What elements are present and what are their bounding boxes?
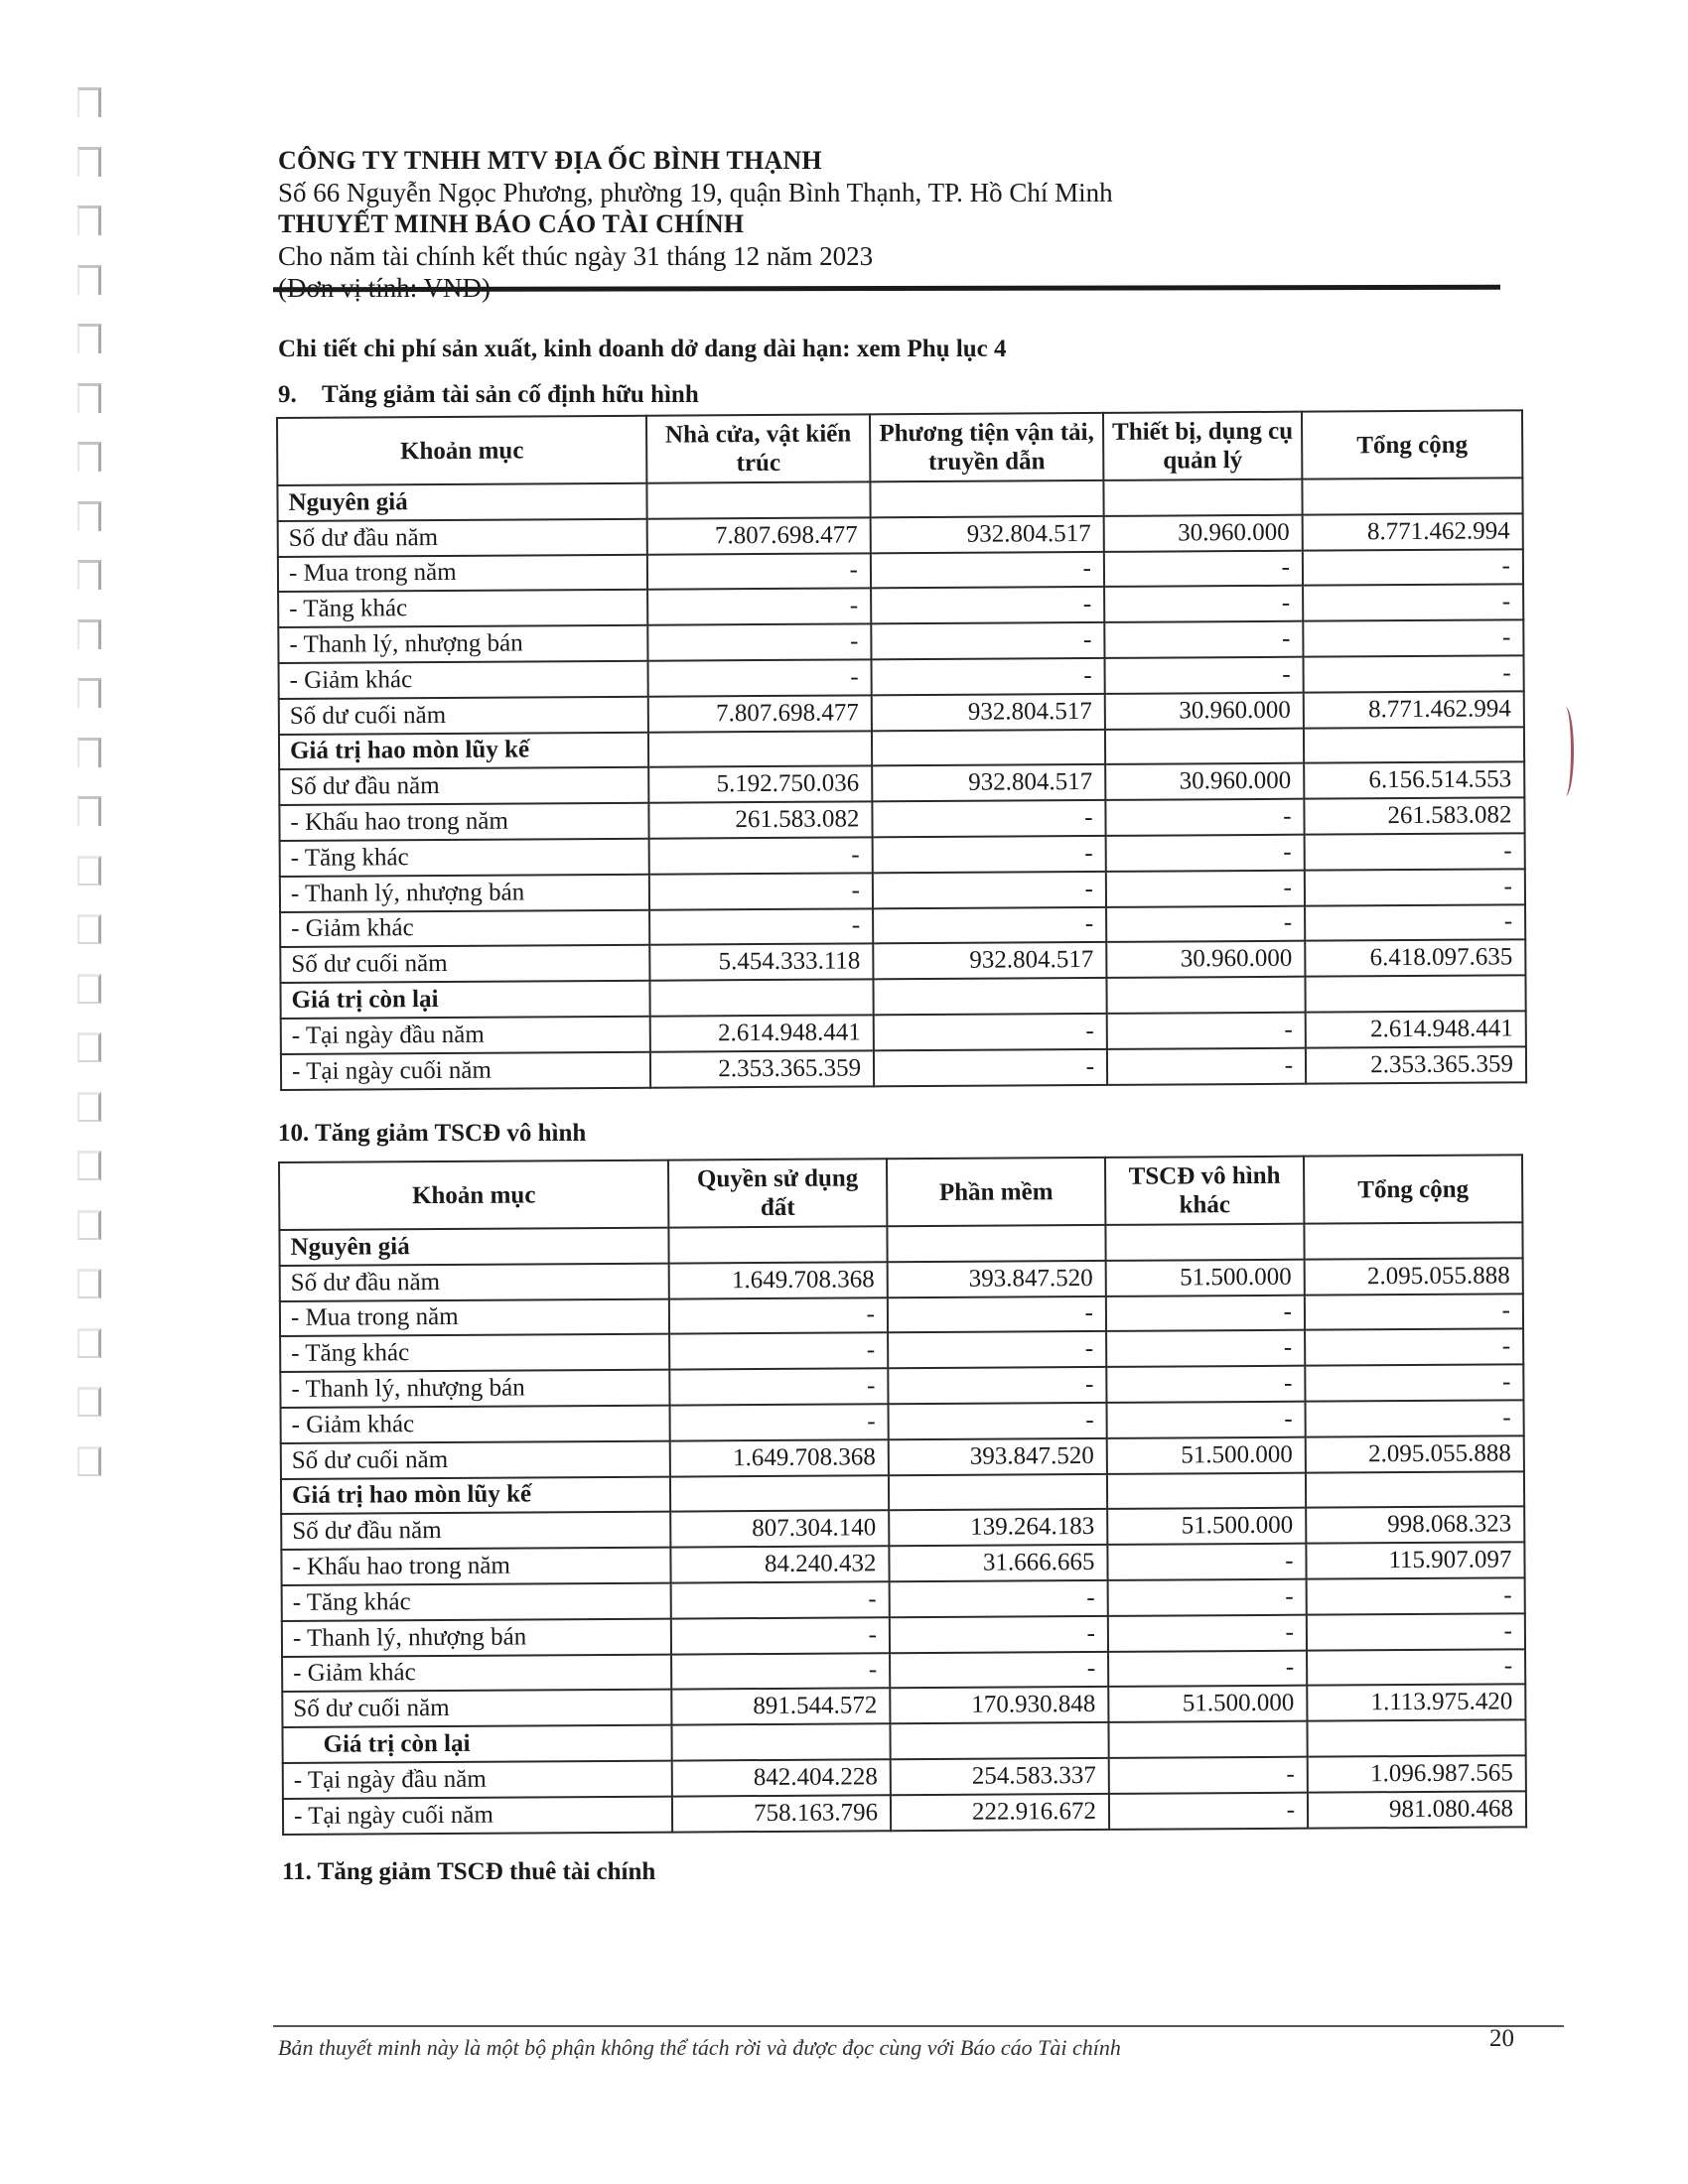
section-number: 10. xyxy=(278,1120,310,1147)
cell-value: - xyxy=(1107,1047,1306,1084)
cell-value: 1.096.987.565 xyxy=(1308,1755,1526,1792)
cell-value: - xyxy=(873,906,1106,943)
cell-value: - xyxy=(873,872,1106,908)
cell-value: 1.113.975.420 xyxy=(1307,1685,1525,1721)
cell-value: - xyxy=(1303,549,1523,586)
binder-hole-icon xyxy=(77,147,101,177)
cell-value: - xyxy=(1108,1579,1307,1616)
cell-value: 2.095.055.888 xyxy=(1305,1258,1523,1295)
cell-value: - xyxy=(1104,657,1303,694)
cell-value: - xyxy=(1305,1329,1523,1366)
cell-value: 8.771.462.994 xyxy=(1303,513,1523,550)
row-label: Giá trị còn lại xyxy=(280,981,649,1019)
report-period: Cho năm tài chính kết thúc ngày 31 tháng 12 năm 2023 xyxy=(278,241,874,271)
column-header-value: Quyền sử dụng đất xyxy=(668,1159,887,1227)
binder-hole-icon xyxy=(77,678,101,708)
cell-value xyxy=(1107,1472,1306,1509)
row-label: Số dư đầu năm xyxy=(278,519,647,557)
cell-value xyxy=(646,481,870,518)
cell-value: - xyxy=(670,1404,889,1440)
cell-value: 981.080.468 xyxy=(1308,1791,1526,1828)
cell-value xyxy=(668,1226,887,1263)
cell-value: 2.614.948.441 xyxy=(650,1015,874,1051)
cell-value: - xyxy=(1106,1366,1305,1403)
page-number: 20 xyxy=(1489,2025,1514,2052)
row-label: - Tại ngày cuối năm xyxy=(283,1796,672,1834)
row-label: Giá trị hao mòn lũy kế xyxy=(281,1476,670,1514)
column-header-value: Phần mềm xyxy=(887,1158,1105,1226)
binder-holes xyxy=(77,87,103,1505)
cell-value: - xyxy=(1305,833,1525,870)
binder-hole-icon xyxy=(77,205,101,235)
cell-value: 807.304.140 xyxy=(670,1511,889,1548)
cell-value: - xyxy=(669,1368,888,1405)
row-label: Giá trị còn lại xyxy=(282,1725,671,1763)
cell-value: - xyxy=(671,1581,890,1618)
row-label: - Thanh lý, nhượng bán xyxy=(280,1370,669,1408)
cell-value xyxy=(1304,1222,1522,1259)
cell-value: - xyxy=(1307,1613,1525,1650)
cell-value xyxy=(1103,479,1302,516)
column-header-item: Khoản mục xyxy=(279,1160,668,1230)
row-label: - Khấu hao trong năm xyxy=(281,1548,670,1585)
cell-value: - xyxy=(874,1014,1107,1050)
cell-value: - xyxy=(649,908,873,945)
section-9-heading xyxy=(278,381,699,409)
row-label: - Thanh lý, nhượng bán xyxy=(278,625,647,663)
cell-value xyxy=(870,480,1103,517)
cell-value xyxy=(649,979,873,1016)
binder-hole-icon xyxy=(77,265,101,295)
cell-value: - xyxy=(874,1049,1107,1086)
cell-value: - xyxy=(648,659,872,696)
table-header-row xyxy=(277,410,1522,485)
binder-hole-icon xyxy=(77,442,101,472)
row-label: Số dư đầu năm xyxy=(281,1512,670,1550)
cell-value: 932.804.517 xyxy=(871,516,1104,553)
cell-value: 6.418.097.635 xyxy=(1305,940,1525,977)
cell-value: - xyxy=(888,1331,1106,1368)
cell-value xyxy=(1304,727,1524,763)
binder-hole-icon xyxy=(77,1269,101,1298)
cell-value: 891.544.572 xyxy=(671,1689,890,1725)
row-label: - Tại ngày đầu năm xyxy=(283,1761,672,1799)
row-label: Số dư cuối năm xyxy=(282,1690,671,1727)
cell-value: - xyxy=(649,837,873,874)
cell-value: - xyxy=(1109,1757,1308,1794)
row-label: - Giảm khác xyxy=(281,1406,670,1443)
cell-value: - xyxy=(669,1333,888,1370)
cell-value: 2.353.365.359 xyxy=(1306,1046,1526,1083)
cell-value: - xyxy=(871,587,1104,623)
cell-value: - xyxy=(888,1367,1106,1404)
section-11-heading xyxy=(282,1858,655,1886)
cell-value: - xyxy=(1305,1400,1523,1436)
cell-value xyxy=(889,1473,1107,1510)
section-title: Tăng giảm TSCĐ thuê tài chính xyxy=(317,1858,656,1885)
cell-value: 51.500.000 xyxy=(1107,1436,1306,1473)
cell-value xyxy=(1105,1224,1304,1261)
cell-value xyxy=(872,729,1105,765)
cell-value: - xyxy=(871,622,1104,659)
cell-value: - xyxy=(647,553,871,590)
cell-value: - xyxy=(872,658,1105,695)
cell-value: - xyxy=(1303,655,1523,692)
cell-value: 2.095.055.888 xyxy=(1306,1435,1524,1472)
cell-value: - xyxy=(1107,1544,1306,1580)
cell-value: - xyxy=(649,873,873,909)
section-number: 11. xyxy=(282,1858,312,1885)
cell-value: 51.500.000 xyxy=(1106,1259,1305,1296)
row-label: - Giảm khác xyxy=(280,909,649,947)
cell-value: 170.930.848 xyxy=(890,1687,1108,1723)
cell-value: 842.404.228 xyxy=(672,1759,891,1796)
column-header-value: Nhà cửa, vật kiến trúc xyxy=(646,414,870,482)
cell-value xyxy=(1106,977,1305,1014)
column-header-value: TSCĐ vô hình khác xyxy=(1105,1157,1304,1225)
cell-value: - xyxy=(1106,870,1305,906)
binder-hole-icon xyxy=(77,796,101,826)
binder-hole-icon xyxy=(77,1387,101,1417)
cell-value: 51.500.000 xyxy=(1108,1686,1307,1722)
cell-value: - xyxy=(1106,1330,1305,1367)
cell-value xyxy=(1306,1471,1524,1508)
report-title: THUYẾT MINH BÁO CÁO TÀI CHÍNH xyxy=(278,209,745,238)
cell-value xyxy=(1305,975,1525,1012)
binder-hole-icon xyxy=(77,619,101,649)
row-label: Số dư cuối năm xyxy=(280,945,649,983)
cell-value: 51.500.000 xyxy=(1107,1508,1306,1545)
cell-value: 2.353.365.359 xyxy=(650,1050,874,1087)
cell-value xyxy=(648,731,872,767)
row-label: Nguyên giá xyxy=(279,1228,668,1266)
cell-value: 30.960.000 xyxy=(1104,514,1303,551)
row-label: - Mua trong năm xyxy=(280,1298,669,1336)
binder-hole-icon xyxy=(77,324,101,353)
row-label: - Khấu hao trong năm xyxy=(279,803,648,841)
row-label: - Giảm khác xyxy=(282,1654,671,1692)
cell-value: 139.264.183 xyxy=(889,1509,1107,1546)
cell-value: - xyxy=(1108,1614,1307,1651)
cell-value: - xyxy=(890,1651,1108,1688)
binder-hole-icon xyxy=(77,383,101,413)
cell-value: 932.804.517 xyxy=(873,942,1106,979)
section-number: 9. xyxy=(278,381,297,408)
cell-value: 8.771.462.994 xyxy=(1304,691,1524,728)
cell-value: 84.240.432 xyxy=(670,1546,889,1582)
binder-hole-icon xyxy=(77,87,101,117)
table-header-row xyxy=(279,1155,1522,1230)
row-label: Số dư cuối năm xyxy=(279,696,648,734)
cell-value: - xyxy=(647,624,871,661)
row-label: - Thanh lý, nhượng bán xyxy=(280,874,649,911)
tangible-assets-table xyxy=(276,409,1527,1090)
cell-value: 254.583.337 xyxy=(891,1758,1109,1795)
binder-hole-icon xyxy=(77,738,101,767)
cell-value: - xyxy=(671,1617,890,1654)
cell-value: - xyxy=(1106,1295,1305,1331)
binder-hole-icon xyxy=(77,914,101,944)
cell-value: - xyxy=(1303,585,1523,621)
ink-mark xyxy=(1557,707,1574,796)
binder-hole-icon xyxy=(77,1328,101,1358)
cell-value: - xyxy=(1106,1402,1305,1438)
cell-value: 758.163.796 xyxy=(672,1795,891,1832)
document-header xyxy=(278,145,1113,304)
cell-value: - xyxy=(889,1403,1107,1439)
table-row xyxy=(281,1046,1526,1089)
row-label: - Thanh lý, nhượng bán xyxy=(282,1618,671,1656)
cell-value: 7.807.698.477 xyxy=(648,695,872,732)
cell-value: - xyxy=(1104,621,1303,658)
binder-hole-icon xyxy=(77,1092,101,1122)
company-address: Số 66 Nguyễn Ngọc Phương, phường 19, quận Bình Thạnh, TP. Hồ Chí Minh xyxy=(278,178,1113,207)
column-header-value: Phương tiện vận tải, truyền dẫn xyxy=(870,413,1103,481)
cell-value: - xyxy=(1104,586,1303,622)
cell-value: 1.649.708.368 xyxy=(669,1262,888,1298)
cell-value: 932.804.517 xyxy=(872,764,1105,801)
table-row xyxy=(283,1791,1526,1834)
cell-value: 261.583.082 xyxy=(1304,797,1524,834)
cell-value: 6.156.514.553 xyxy=(1304,762,1524,799)
cell-value xyxy=(1108,1721,1307,1758)
row-label: Giá trị hao mòn lũy kế xyxy=(279,732,648,769)
cell-value: 30.960.000 xyxy=(1106,941,1305,978)
cell-value: - xyxy=(1109,1792,1308,1829)
cell-value: - xyxy=(873,836,1106,873)
section-title: Tăng giảm tài sản cố định hữu hình xyxy=(322,381,699,408)
binder-hole-icon xyxy=(77,1210,101,1240)
cell-value: - xyxy=(1305,1294,1523,1330)
cell-value: 115.907.097 xyxy=(1306,1543,1524,1579)
cell-value: - xyxy=(1106,905,1305,942)
binder-hole-icon xyxy=(77,560,101,590)
intro-note: Chi tiết chi phí sản xuất, kinh doanh dở dang dài hạn: xem Phụ lục 4 xyxy=(278,336,1007,362)
company-name: CÔNG TY TNHH MTV ĐỊA ỐC BÌNH THẠNH xyxy=(278,146,822,175)
cell-value: - xyxy=(890,1616,1108,1653)
cell-value: 393.847.520 xyxy=(889,1438,1107,1475)
cell-value: 222.916.672 xyxy=(891,1794,1109,1831)
cell-value: 393.847.520 xyxy=(888,1261,1106,1297)
cell-value xyxy=(887,1225,1105,1262)
cell-value: - xyxy=(1305,869,1525,905)
section-10-heading xyxy=(278,1120,586,1148)
cell-value: 932.804.517 xyxy=(872,694,1105,731)
row-label: - Tăng khác xyxy=(280,839,649,877)
cell-value xyxy=(671,1723,890,1760)
cell-value xyxy=(670,1475,889,1512)
column-header-value: Tổng cộng xyxy=(1304,1155,1522,1223)
cell-value: - xyxy=(871,552,1104,589)
row-label: Nguyên giá xyxy=(277,483,646,521)
row-label: - Tăng khác xyxy=(280,1334,669,1372)
cell-value: - xyxy=(890,1580,1108,1617)
column-header-value: Tổng cộng xyxy=(1302,410,1522,478)
cell-value xyxy=(1307,1719,1525,1756)
cell-value: - xyxy=(1104,550,1303,587)
row-label: Số dư đầu năm xyxy=(279,767,648,805)
cell-value xyxy=(873,978,1106,1015)
cell-value: 5.192.750.036 xyxy=(648,766,872,803)
cell-value: - xyxy=(647,589,871,625)
cell-value: - xyxy=(1106,835,1305,872)
cell-value: - xyxy=(1305,1365,1523,1402)
column-header-value: Thiết bị, dụng cụ quản lý xyxy=(1103,412,1302,480)
cell-value: - xyxy=(1108,1650,1307,1687)
footer-divider xyxy=(273,2025,1564,2027)
row-label: - Mua trong năm xyxy=(278,554,647,592)
row-label: Số dư cuối năm xyxy=(281,1440,670,1478)
row-label: Số dư đầu năm xyxy=(280,1263,669,1300)
row-label: - Tại ngày đầu năm xyxy=(281,1017,650,1054)
binder-hole-icon xyxy=(77,856,101,886)
cell-value: - xyxy=(1105,799,1304,836)
cell-value xyxy=(890,1722,1108,1759)
cell-value: 261.583.082 xyxy=(648,802,872,839)
cell-value: 7.807.698.477 xyxy=(647,517,871,554)
cell-value: 2.614.948.441 xyxy=(1306,1011,1526,1047)
binder-hole-icon xyxy=(77,1151,101,1180)
cell-value: - xyxy=(1303,620,1523,657)
row-label: - Tăng khác xyxy=(282,1583,671,1621)
intangible-assets-table xyxy=(278,1154,1527,1835)
cell-value: - xyxy=(1305,904,1525,941)
cell-value: - xyxy=(669,1297,888,1334)
cell-value: - xyxy=(888,1297,1106,1333)
row-label: - Giảm khác xyxy=(279,661,648,699)
cell-value: 998.068.323 xyxy=(1306,1507,1524,1544)
column-header-item: Khoản mục xyxy=(277,416,646,485)
cell-value xyxy=(1105,728,1304,764)
section-title: Tăng giảm TSCĐ vô hình xyxy=(315,1120,587,1147)
binder-hole-icon xyxy=(77,501,101,531)
cell-value: - xyxy=(872,800,1105,837)
cell-value: 31.666.665 xyxy=(889,1545,1107,1581)
cell-value: 1.649.708.368 xyxy=(670,1439,889,1476)
footer-note: Bản thuyết minh này là một bộ phận không thể tách rời và được đọc cùng với Báo cáo Tài chính xyxy=(278,2035,1121,2060)
binder-hole-icon xyxy=(77,974,101,1004)
cell-value: 30.960.000 xyxy=(1105,692,1304,729)
cell-value xyxy=(1302,478,1522,514)
binder-hole-icon xyxy=(77,1032,101,1062)
cell-value: 30.960.000 xyxy=(1105,763,1304,800)
cell-value: 5.454.333.118 xyxy=(649,944,873,981)
binder-hole-icon xyxy=(77,1446,101,1476)
cell-value: - xyxy=(1107,1013,1306,1049)
cell-value: - xyxy=(1307,1649,1525,1686)
row-label: - Tại ngày cuối năm xyxy=(281,1051,650,1089)
cell-value: - xyxy=(671,1653,890,1690)
cell-value: - xyxy=(1307,1577,1525,1614)
row-label: - Tăng khác xyxy=(278,590,647,627)
